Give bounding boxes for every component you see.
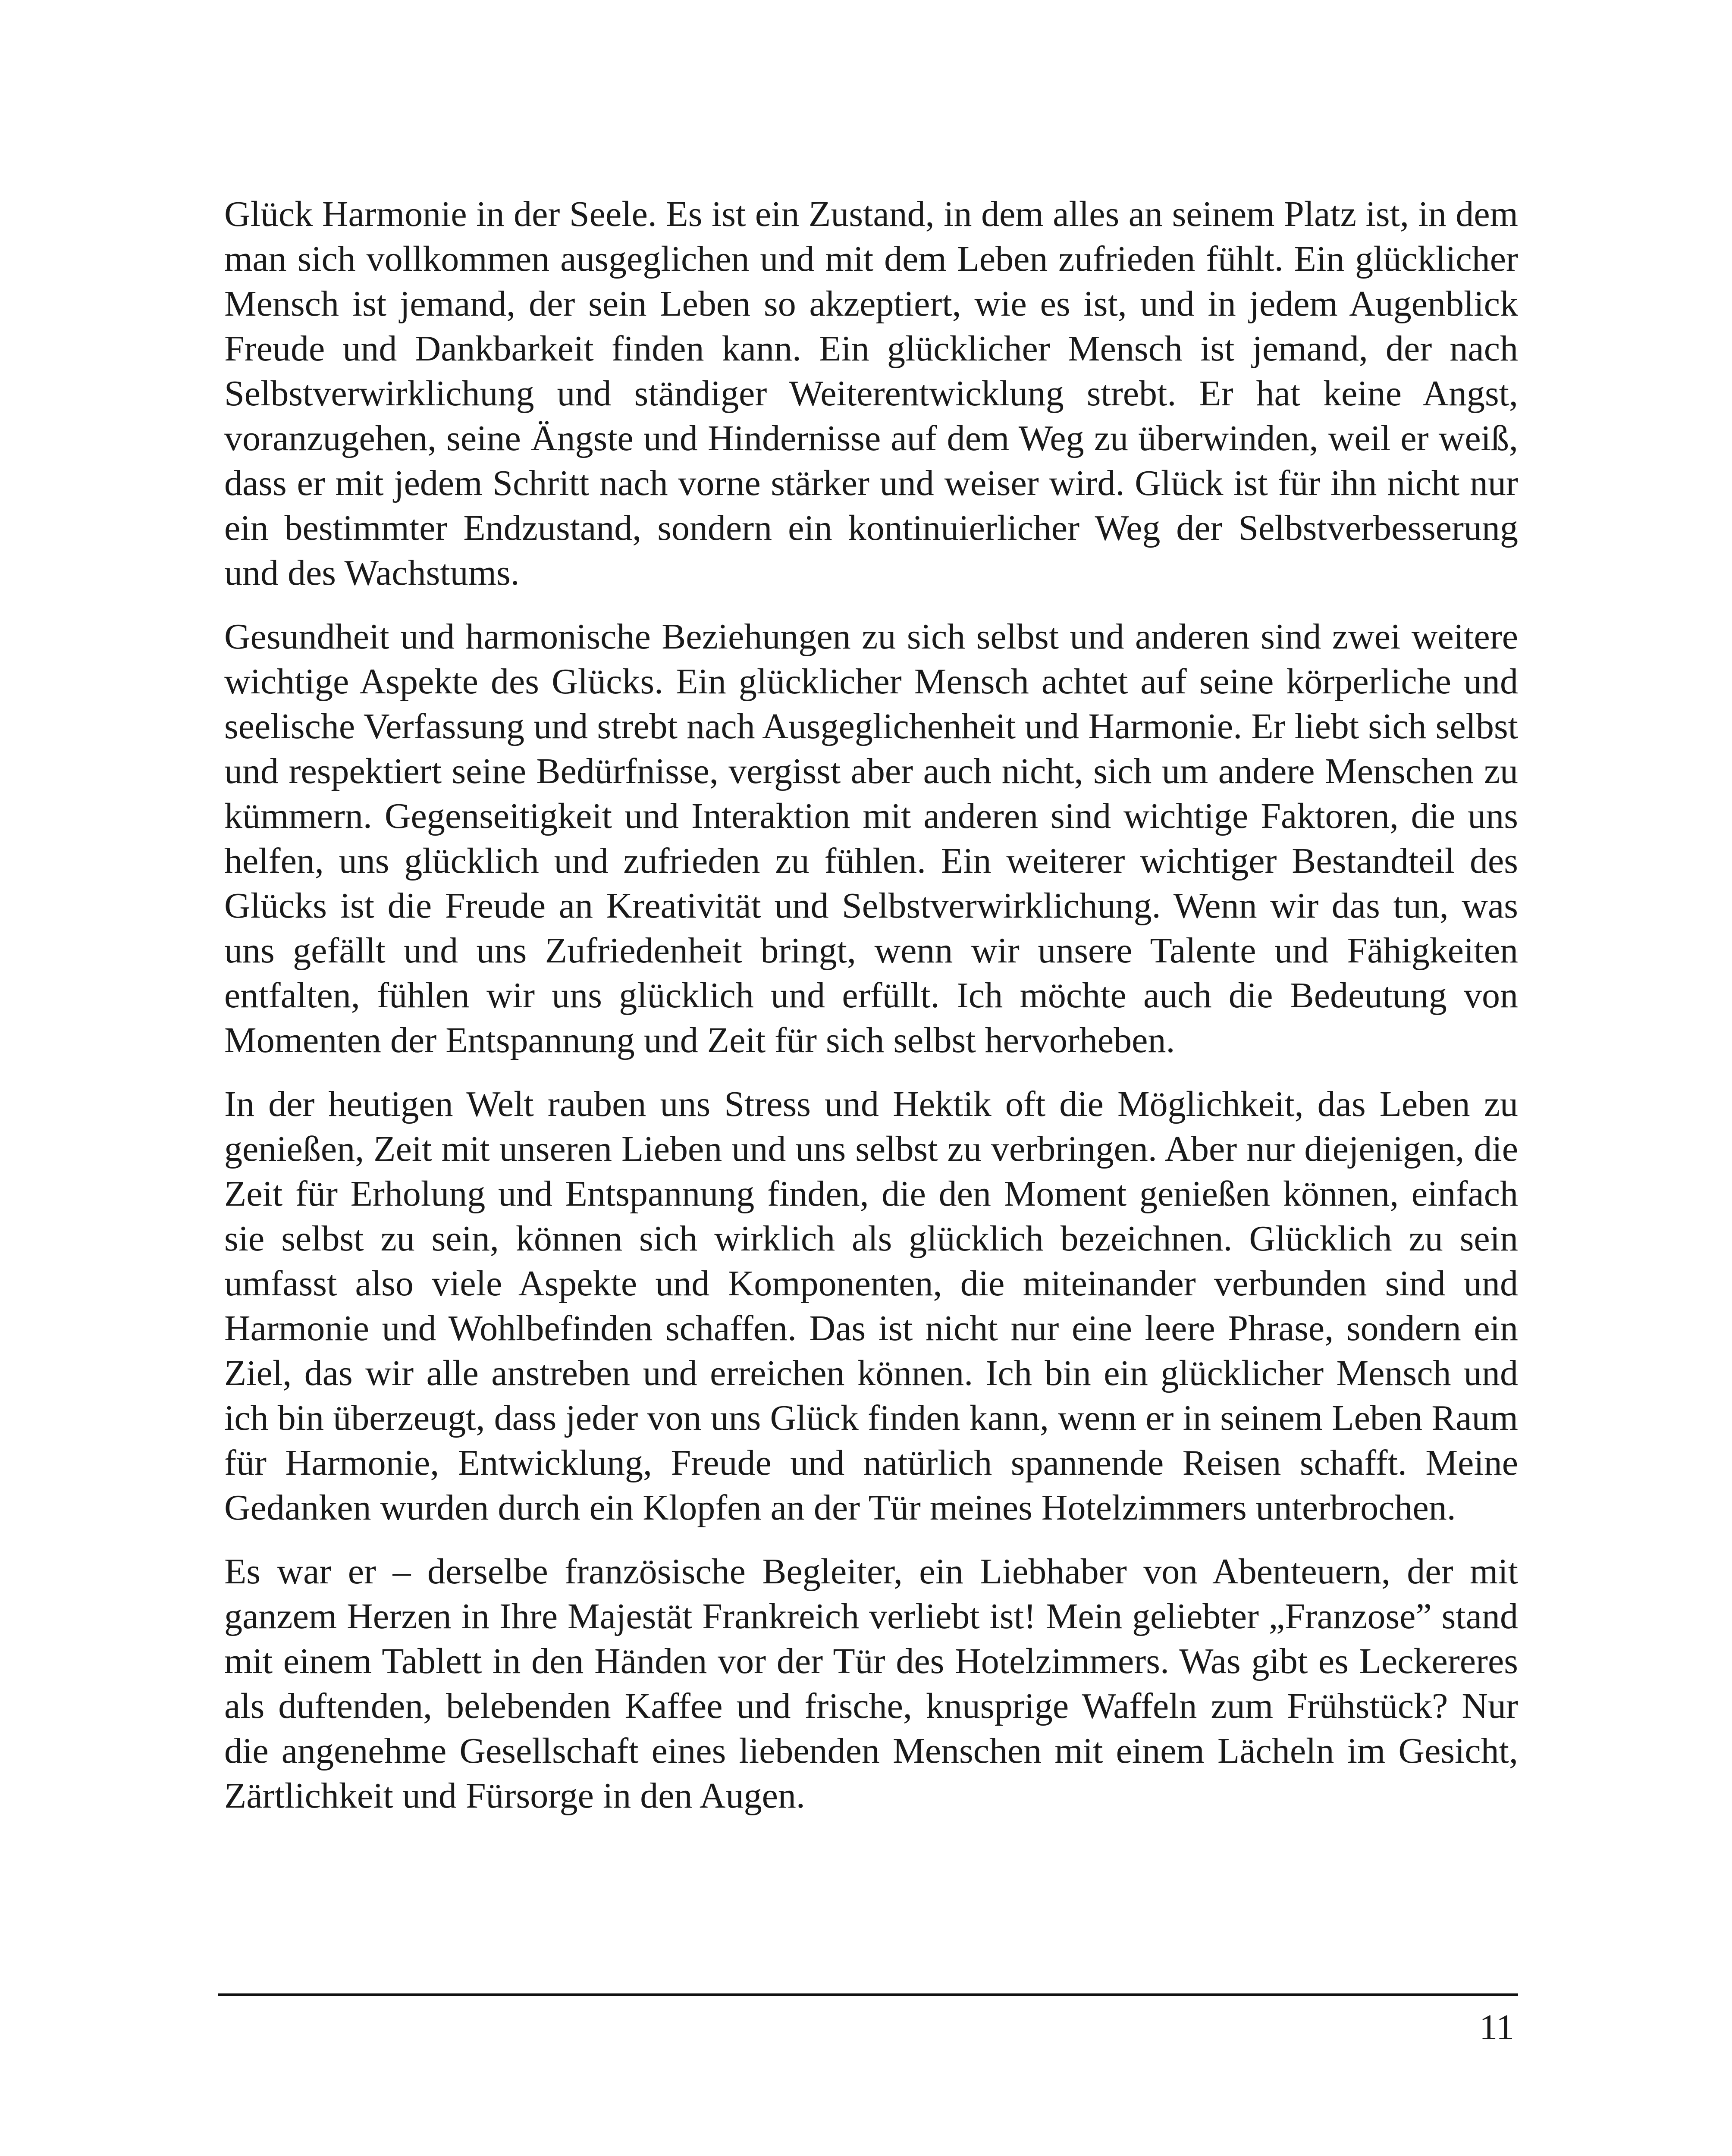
footer-divider [218, 1993, 1518, 1996]
paragraph-2: Gesundheit und harmonische Beziehungen zu sich selbst und anderen sind zwei weitere wichtige Aspekte des Glücks. Ein glücklicher Mensch achtet auf seine körperliche und seelische Verfassung und strebt nach Ausgeglichenheit und Harmonie. Er liebt sich selbst und respektiert seine Bedürfnisse, vergisst aber auch nicht, sich um andere Menschen zu kümmern. Gegenseitigkeit und Interaktion mit anderen sind wichtige Faktoren, die uns helfen, uns glücklich und zufrieden zu fühlen. Ein weiterer wichtiger Bestandteil des Glücks ist die Freude an Kreativität und Selbstverwirklichung. Wenn wir das tun, was uns gefällt und uns Zufriedenheit bringt, wenn wir unsere Talente und Fähigkeiten entfalten, fühlen wir uns glücklich und erfüllt. Ich möchte auch die Bedeutung von Momenten der Entspannung und Zeit für sich selbst hervorheben. [224, 617, 1518, 1060]
body-text [224, 192, 1518, 1837]
paragraph-3: In der heutigen Welt rauben uns Stress und Hektik oft die Möglichkeit, das Leben zu genießen, Zeit mit unseren Lieben und uns selbst zu verbringen. Aber nur diejenigen, die Zeit für Erholung und Entspannung finden, die den Moment genießen können, einfach sie selbst zu sein, können sich wirklich als glücklich bezeichnen. Glücklich zu sein umfasst also viele Aspekte und Komponenten, die miteinander verbunden sind und Harmonie und Wohlbefinden schaffen. Das ist nicht nur eine leere Phrase, sondern ein Ziel, das wir alle anstreben und erreichen können. Ich bin ein glücklicher Mensch und ich bin überzeugt, dass jeder von uns Glück finden kann, wenn er in seinem Leben Raum für Harmonie, Entwicklung, Freude und natürlich spannende Reisen schafft. Meine Gedanken wurden durch ein Klopfen an der Tür meines Hotelzimmers unterbrochen. [224, 1084, 1518, 1528]
paragraph-4: Es war er – derselbe französische Begleiter, ein Liebhaber von Abenteuern, der mit ganzem Herzen in Ihre Majestät Frankreich verliebt ist! Mein geliebter „Franzose” stand mit einem Tablett in den Händen vor der Tür des Hotelzimmers. Was gibt es Leckereres als duftenden, belebenden Kaffee und frische, knusprige Waffeln zum Frühstück? Nur die angenehme Gesellschaft eines liebenden Menschen mit einem Lächeln im Gesicht, Zärtlichkeit und Fürsorge in den Augen. [224, 1551, 1518, 1816]
paragraph-1: Glück Harmonie in der Seele. Es ist ein Zustand, in dem alles an seinem Platz ist, in dem man sich vollkommen ausgeglichen und mit dem Leben zufrieden fühlt. Ein glücklicher Mensch ist jemand, der sein Leben so akzeptiert, wie es ist, und in jedem Augenblick Freude und Dankbarkeit finden kann. Ein glücklicher Mensch ist jemand, der nach Selbstverwirklichung und ständiger Weiterentwicklung strebt. Er hat keine Angst, voranzugehen, seine Ängste und Hindernisse auf dem Weg zu überwinden, weil er weiß, dass er mit jedem Schritt nach vorne stärker und weiser wird. Glück ist für ihn nicht nur ein bestimmter Endzustand, sondern ein kontinuierlicher Weg der Selbstverbesserung und des Wachstums. [224, 194, 1518, 593]
page-number: 11 [1479, 2007, 1514, 2047]
